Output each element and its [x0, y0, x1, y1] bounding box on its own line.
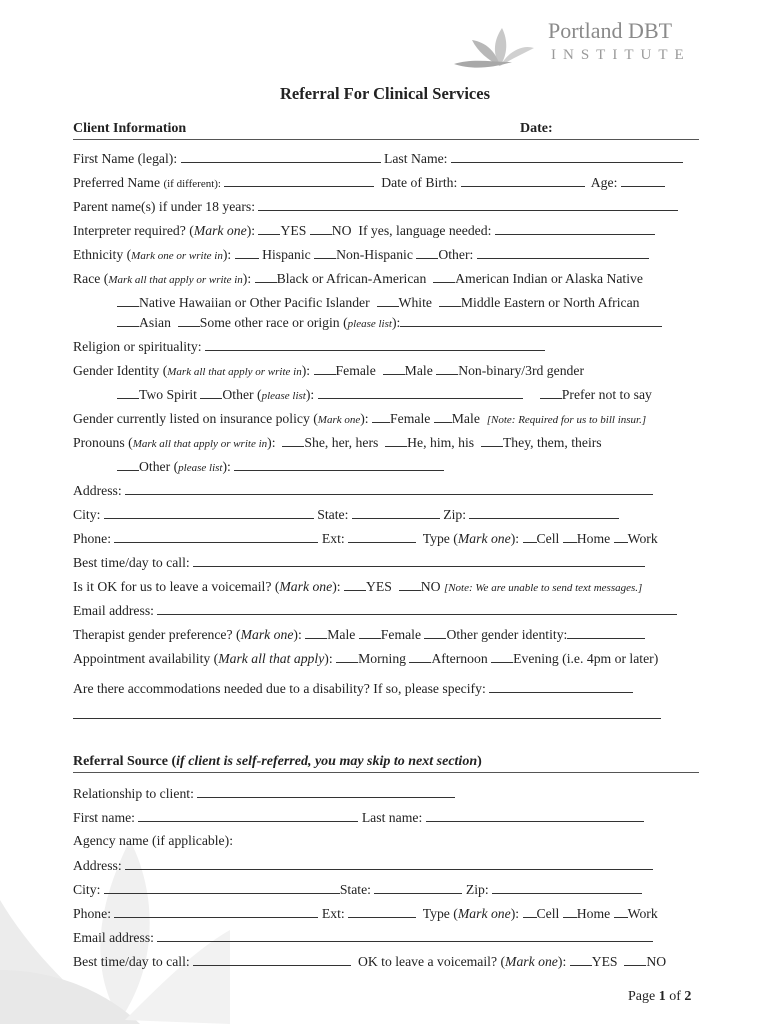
cell-blank[interactable]	[523, 529, 537, 543]
row-phone: Phone: Ext: Type (Mark one): Cell Home Work	[73, 531, 658, 546]
city-field[interactable]	[104, 505, 314, 519]
gender-other-blank[interactable]	[200, 385, 222, 399]
email-field[interactable]	[157, 601, 677, 615]
row-gender-insurance: Gender currently listed on insurance policy (Mark one): Female Male [Note: Required for us to bill insur.]	[73, 411, 647, 426]
hispanic-blank[interactable]	[235, 245, 259, 259]
other-race-field[interactable]	[400, 313, 662, 327]
referral-last-name-field[interactable]	[426, 808, 644, 822]
referral-work-blank[interactable]	[614, 904, 628, 918]
she-blank[interactable]	[282, 433, 304, 447]
state-field[interactable]	[352, 505, 440, 519]
black-blank[interactable]	[255, 269, 277, 283]
phone-field[interactable]	[114, 529, 318, 543]
client-information-heading: Client Information	[73, 121, 699, 140]
afternoon-blank[interactable]	[409, 649, 431, 663]
referral-ext-field[interactable]	[348, 904, 416, 918]
row-address: Address:	[73, 481, 653, 500]
referral-source-heading: Referral Source (if client is self-referred, you may skip to next section)	[73, 754, 699, 773]
referral-address-field[interactable]	[125, 856, 653, 870]
therapist-male-blank[interactable]	[305, 625, 327, 639]
relationship-field[interactable]	[197, 784, 455, 798]
they-blank[interactable]	[481, 433, 503, 447]
first-name-field[interactable]	[181, 149, 381, 163]
row-preferred: Preferred Name (if different): Date of Birth: Age:	[73, 173, 665, 193]
evening-blank[interactable]	[491, 649, 513, 663]
pronoun-other-field[interactable]	[234, 457, 444, 471]
ethnicity-other-blank[interactable]	[416, 245, 438, 259]
male-blank[interactable]	[383, 361, 405, 375]
row-referral-city: City: State: Zip:	[73, 880, 642, 899]
row-interpreter: Interpreter required? (Mark one): YES NO If yes, language needed:	[73, 221, 655, 240]
referral-best-time-field[interactable]	[193, 952, 351, 966]
row-referral-best-time: Best time/day to call: OK to leave a voicemail? (Mark one): YES NO	[73, 954, 667, 969]
referral-zip-field[interactable]	[492, 880, 642, 894]
work-blank[interactable]	[614, 529, 628, 543]
row-referral-name: First name: Last name:	[73, 808, 644, 827]
middle-eastern-blank[interactable]	[439, 293, 461, 307]
logo-name: Portland DBT	[548, 18, 673, 43]
row-email: Email address:	[73, 601, 677, 620]
he-blank[interactable]	[385, 433, 407, 447]
dob-field[interactable]	[461, 173, 585, 187]
referral-voicemail-yes-blank[interactable]	[570, 952, 592, 966]
morning-blank[interactable]	[336, 649, 358, 663]
insurance-female-blank[interactable]	[372, 409, 390, 423]
row-pronouns-2: Other (please list):	[117, 457, 444, 477]
insurance-male-blank[interactable]	[434, 409, 452, 423]
row-agency: Agency name (if applicable):	[73, 833, 233, 848]
row-referral-phone: Phone: Ext: Type (Mark one): Cell Home Work	[73, 906, 658, 921]
row-race-2: Native Hawaiian or Other Pacific Islander White Middle Eastern or North African	[117, 293, 640, 312]
referral-state-field[interactable]	[374, 880, 462, 894]
referral-phone-field[interactable]	[114, 904, 318, 918]
date-label: Date:	[520, 121, 553, 136]
age-field[interactable]	[621, 173, 665, 187]
language-field[interactable]	[495, 221, 655, 235]
ext-field[interactable]	[348, 529, 416, 543]
two-spirit-blank[interactable]	[117, 385, 139, 399]
logo-subtitle: INSTITUTE	[551, 47, 691, 63]
row-ethnicity: Ethnicity (Mark one or write in): Hispanic Non-Hispanic Other:	[73, 245, 649, 265]
white-blank[interactable]	[377, 293, 399, 307]
home-blank[interactable]	[563, 529, 577, 543]
row-pronouns: Pronouns (Mark all that apply or write in): She, her, hers He, him, his They, them, theirs	[73, 435, 602, 450]
row-city: City: State: Zip:	[73, 505, 619, 524]
ethnicity-other-field[interactable]	[477, 245, 649, 259]
row-availability: Appointment availability (Mark all that apply): Morning Afternoon Evening (i.e. 4pm or later)	[73, 651, 659, 666]
lotus-icon	[452, 18, 547, 73]
nonbinary-blank[interactable]	[436, 361, 458, 375]
row-gender-identity: Gender Identity (Mark all that apply or write in): Female Male Non-binary/3rd gender	[73, 363, 585, 378]
non-hispanic-blank[interactable]	[314, 245, 336, 259]
last-name-field[interactable]	[451, 149, 683, 163]
row-gender-identity-2: Two Spirit Other (please list): Prefer not to say	[117, 385, 652, 405]
row-accommodations: Are there accommodations needed due to a disability? If so, please specify:	[73, 679, 633, 698]
parent-field[interactable]	[258, 197, 678, 211]
row-referral-email: Email address:	[73, 928, 653, 947]
row-referral-address: Address:	[73, 856, 653, 875]
row-voicemail: Is it OK for us to leave a voicemail? (Mark one): YES NO [Note: We are unable to send text messages.]	[73, 579, 643, 594]
some-other-race-blank[interactable]	[178, 313, 200, 327]
row-race: Race (Mark all that apply or write in): Black or African-American American Indian or Alaska Native	[73, 271, 643, 286]
zip-field[interactable]	[469, 505, 619, 519]
row-best-time: Best time/day to call:	[73, 553, 645, 572]
referral-first-name-field[interactable]	[138, 808, 358, 822]
address-field[interactable]	[125, 481, 653, 495]
accommodations-line-2[interactable]	[73, 718, 661, 719]
page-number: Page 1 of 2	[628, 989, 692, 1004]
referral-email-field[interactable]	[157, 928, 653, 942]
interpreter-no-blank[interactable]	[310, 221, 332, 235]
pronoun-other-blank[interactable]	[117, 457, 139, 471]
row-religion: Religion or spirituality:	[73, 337, 545, 356]
native-hawaiian-blank[interactable]	[117, 293, 139, 307]
row-relationship: Relationship to client:	[73, 784, 455, 803]
referral-cell-blank[interactable]	[523, 904, 537, 918]
best-time-field[interactable]	[193, 553, 645, 567]
page-title: Referral For Clinical Services	[280, 84, 490, 103]
referral-voicemail-no-blank[interactable]	[624, 952, 646, 966]
prefer-not-blank[interactable]	[540, 385, 562, 399]
row-race-3: Asian Some other race or origin (please list):	[117, 313, 662, 333]
row-parent: Parent name(s) if under 18 years:	[73, 197, 678, 216]
referral-city-field[interactable]	[104, 880, 340, 894]
accommodations-field[interactable]	[489, 679, 633, 693]
female-blank[interactable]	[314, 361, 336, 375]
preferred-name-field[interactable]	[224, 173, 374, 187]
row-therapist-gender: Therapist gender preference? (Mark one): Male Female Other gender identity:	[73, 625, 645, 644]
row-name: First Name (legal): Last Name:	[73, 149, 683, 168]
asian-blank[interactable]	[117, 313, 139, 327]
therapist-other-blank[interactable]	[424, 625, 446, 639]
therapist-female-blank[interactable]	[359, 625, 381, 639]
religion-field[interactable]	[205, 337, 545, 351]
referral-home-blank[interactable]	[563, 904, 577, 918]
voicemail-yes-blank[interactable]	[344, 577, 366, 591]
portland-dbt-logo	[452, 18, 702, 73]
american-indian-blank[interactable]	[433, 269, 455, 283]
gender-other-field[interactable]	[318, 385, 523, 399]
interpreter-yes-blank[interactable]	[258, 221, 280, 235]
voicemail-no-blank[interactable]	[399, 577, 421, 591]
therapist-other-field[interactable]	[567, 625, 645, 639]
